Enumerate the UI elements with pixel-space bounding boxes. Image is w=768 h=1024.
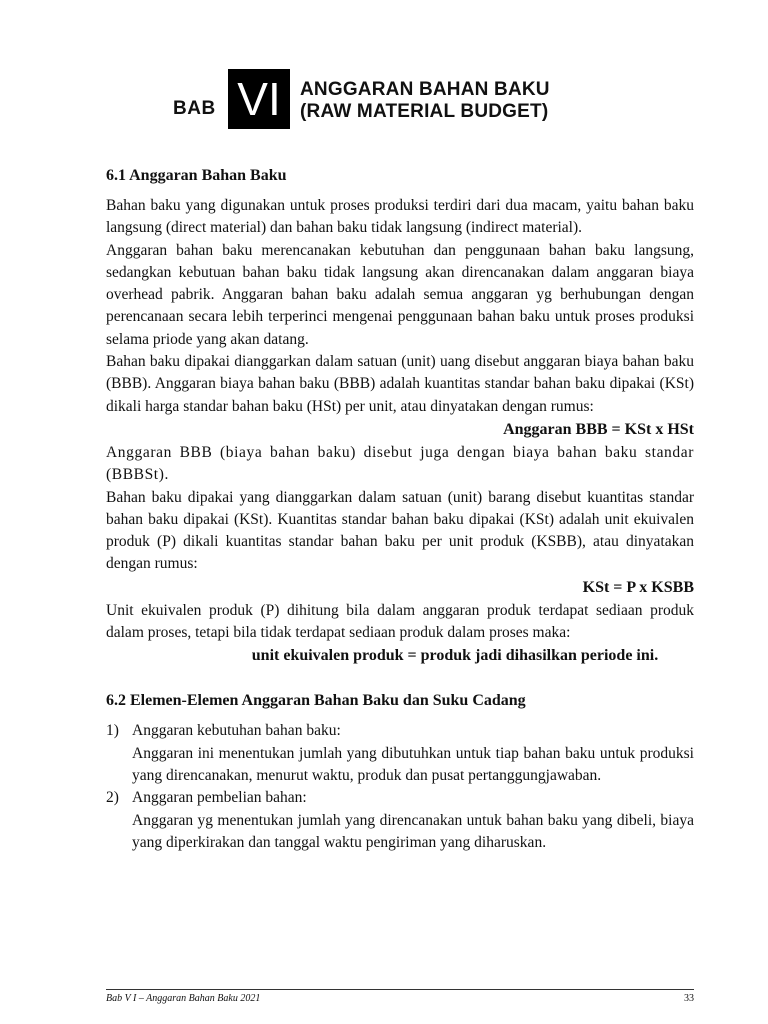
list-item-description: Anggaran ini menentukan jumlah yang dibutuhkan untuk tiap bahan baku untuk produksi yang direncanakan, menurut waktu, produk dan pusat pertanggungjawaban. (132, 744, 694, 784)
formula-unit-ekuivalen: unit ekuivalen produk = produk jadi dihasilkan periode ini. (251, 647, 659, 665)
paragraph-1: Bahan baku yang digunakan untuk proses produksi terdiri dari dua macam, yaitu bahan baku langsung (direct material) dan bahan baku tidak langsung (indirect material). (106, 197, 694, 237)
list-item-number: 1) (106, 722, 119, 740)
paragraph-6: Unit ekuivalen produk (P) dihitung bila dalam anggaran produk terdapat sediaan produk dalam proses, tetapi bila tidak terdapat sediaan produk dalam proses maka: (106, 601, 694, 642)
list-item-title: Anggaran kebutuhan bahan baku: (132, 722, 341, 740)
formula-kst: KSt = P x KSBB (582, 578, 694, 596)
chapter-title-line2: (RAW MATERIAL BUDGET) (300, 101, 549, 122)
chapter-title (300, 79, 550, 123)
list-item-title: Anggaran pembelian bahan: (132, 789, 307, 807)
footer-chapter-label: Bab V I – Anggaran Bahan Baku 2021 (106, 993, 261, 1004)
section-heading-6-2: 6.2 Elemen-Elemen Anggaran Bahan Baku dan Suku Cadang (106, 692, 526, 710)
formula-anggaran-bbb: Anggaran BBB = KSt x HSt (503, 420, 694, 438)
footer-page-number: 33 (684, 993, 694, 1004)
paragraph-3: Bahan baku dipakai dianggarkan dalam satuan (unit) uang disebut anggaran biaya bahan baku (BBB). Anggaran biaya bahan baku (BBB) adalah kuantitas standar bahan baku dipakai (KSt) dikali harga standar bahan baku (HSt) per unit, atau dinyatakan dengan rumus: (106, 353, 694, 415)
list-item (106, 720, 694, 787)
list-item (106, 787, 694, 854)
list-item-description: Anggaran yg menentukan jumlah yang direncanakan untuk bahan baku yang dibeli, biaya yang diperkirakan dan tanggal waktu pengiriman yang diharuskan. (132, 811, 694, 851)
paragraph-5: Bahan baku dipakai yang dianggarkan dalam satuan (unit) barang disebut kuantitas standar bahan baku dipakai (KSt). Kuantitas standar bahan baku dipakai (KSt) adalah unit ekuivalen produk (P) dikali kuantitas standar bahan baku per unit produk (KSBB), atau dinyatakan dengan rumus: (106, 488, 694, 573)
section-heading-6-1: 6.1 Anggaran Bahan Baku (106, 167, 287, 184)
elements-list (106, 720, 694, 854)
list-item-number: 2) (106, 789, 119, 807)
body-content (106, 165, 694, 854)
chapter-title-line1: ANGGARAN BAHAN BAKU (300, 79, 550, 100)
paragraph-4: Anggaran BBB (biaya bahan baku) disebut juga dengan biaya bahan baku standar (BBBSt). (106, 443, 694, 484)
chapter-label: BAB (173, 98, 216, 119)
chapter-number-box: VI (228, 69, 290, 129)
paragraph-2: Anggaran bahan baku merencanakan kebutuhan dan penggunaan bahan baku langsung, sedangkan kebutuan bahan baku tidak langsung akan direncanakan dalam anggaran biaya overhead pabrik. Anggaran bahan baku adalah semua anggaran yg berhubungan dengan perencanaan secara lebih terperinci mengenai penggunaan bahan baku untuk proses produksi selama priode yang akan datang. (106, 241, 694, 348)
footer-divider (106, 989, 694, 990)
